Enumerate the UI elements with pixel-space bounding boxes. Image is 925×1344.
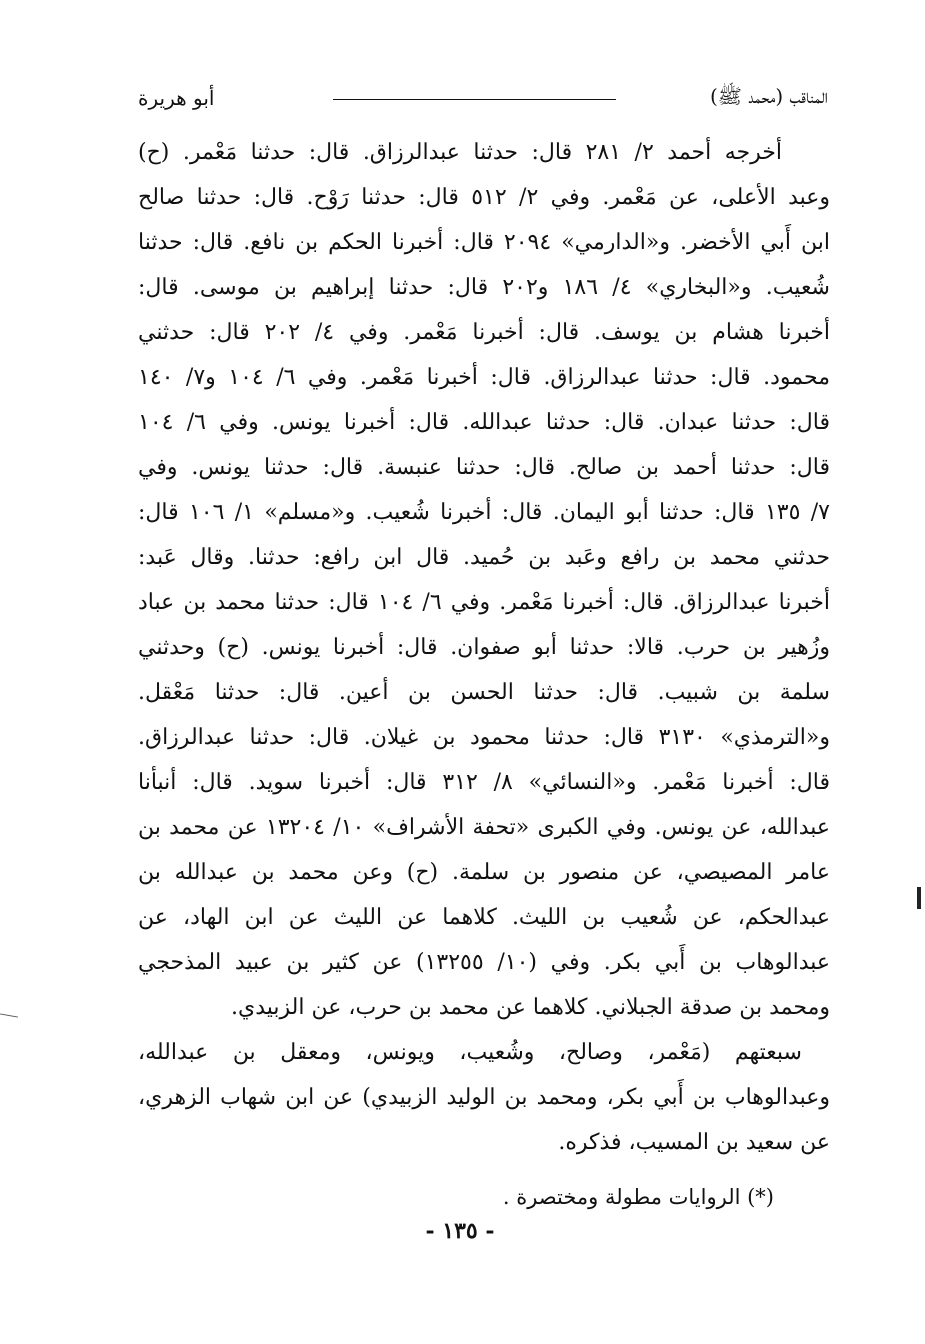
header-left-title: أبو هريرة: [138, 86, 215, 110]
text-line: عبدالله، عن يونس. وفي الكبرى «تحفة الأشراف» ١٠/ ١٣٢٠٤ عن محمد بن: [138, 815, 830, 840]
text-line: محمود. قال: حدثنا عبدالرزاق. قال: أخبرنا مَعْمر. وفي ٦/ ١٠٤ و٧/ ١٤٠: [138, 365, 830, 390]
text-line: أخبرنا هشام بن يوسف. قال: أخبرنا مَعْمر. وفي ٤/ ٢٠٢ قال: حدثني: [138, 320, 830, 345]
text-line: أخرجه أحمد ٢/ ٢٨١ قال: حدثنا عبدالرزاق. قال: حدثنا مَعْمر. (ح): [138, 140, 782, 165]
body-text: [138, 130, 830, 1165]
text-line: حدثني محمد بن رافع وعَبد بن حُميد. قال ابن رافع: حدثنا. وقال عَبد:: [138, 545, 830, 570]
page-number: - ١٣٥ -: [425, 1218, 495, 1244]
text-line: وعبد الأعلى، عن مَعْمر. وفي ٢/ ٥١٢ قال: حدثنا رَوْح. قال: حدثنا صالح: [138, 185, 830, 210]
text-line: سلمة بن شبيب. قال: حدثنا الحسن بن أعين. قال: حدثنا مَعْقل.: [138, 680, 830, 705]
footnote: (*) الروايات مطولة ومختصرة .: [502, 1185, 774, 1209]
text-line: سبعتهم (مَعْمر، وصالح، وشُعيب، ويونس، ومعقل بن عبدالله،: [138, 1040, 802, 1065]
header-rule: [333, 99, 616, 100]
text-line: قال: أخبرنا مَعْمر. و«النسائي» ٨/ ٣١٢ قال: أخبرنا سويد. قال: أنبأنا: [138, 770, 830, 795]
header-right-title: المناقب (محمد ﷺ): [710, 83, 828, 108]
scan-artifact-line: [0, 1013, 18, 1017]
text-line: وعبدالوهاب بن أَبي بكر، ومحمد بن الوليد الزبيدي) عن ابن شهاب الزهري،: [138, 1085, 830, 1110]
text-line: وزُهير بن حرب. قالا: حدثنا أبو صفوان. قال: أخبرنا يونس. (ح) وحدثني: [138, 635, 830, 660]
scan-edge-mark: [917, 887, 921, 909]
text-line: ٧/ ١٣٥ قال: حدثنا أبو اليمان. قال: أخبرنا شُعيب. و«مسلم» ١/ ١٠٦ قال:: [138, 500, 830, 525]
text-line: ابن أَبي الأخضر. و«الدارمي» ٢٠٩٤ قال: أخبرنا الحكم بن نافع. قال: حدثنا: [138, 230, 830, 255]
text-line: عبدالوهاب بن أَبي بكر. وفي (١٠/ ١٣٢٥٥) عن كثير بن عبيد المذحجي: [138, 950, 830, 975]
text-line: عبدالحكم، عن شُعيب بن الليث. كلاهما عن الليث عن ابن الهاد، عن: [138, 905, 830, 930]
text-line: عن سعيد بن المسيب، فذكره.: [558, 1130, 830, 1155]
text-line: قال: حدثنا أحمد بن صالح. قال: حدثنا عنبسة. قال: حدثنا يونس. وفي: [138, 455, 830, 480]
text-line: قال: حدثنا عبدان. قال: حدثنا عبدالله. قال: أخبرنا يونس. وفي ٦/ ١٠٤: [138, 410, 830, 435]
text-line: عامر المصيصي، عن منصور بن سلمة. (ح) وعن محمد بن عبدالله بن: [138, 860, 830, 885]
text-line: ومحمد بن صدقة الجبلاني. كلاهما عن محمد بن حرب، عن الزبيدي.: [231, 995, 830, 1020]
text-line: شُعيب. و«البخاري» ٤/ ١٨٦ و٢٠٢ قال: حدثنا إبراهيم بن موسى. قال:: [138, 275, 830, 300]
running-header: [138, 78, 828, 118]
text-line: أخبرنا عبدالرزاق. قال: أخبرنا مَعْمر. وفي ٦/ ١٠٤ قال: حدثنا محمد بن عباد: [138, 590, 830, 615]
text-line: و«الترمذي» ٣١٣٠ قال: حدثنا محمود بن غيلان. قال: حدثنا عبدالرزاق.: [138, 725, 830, 750]
